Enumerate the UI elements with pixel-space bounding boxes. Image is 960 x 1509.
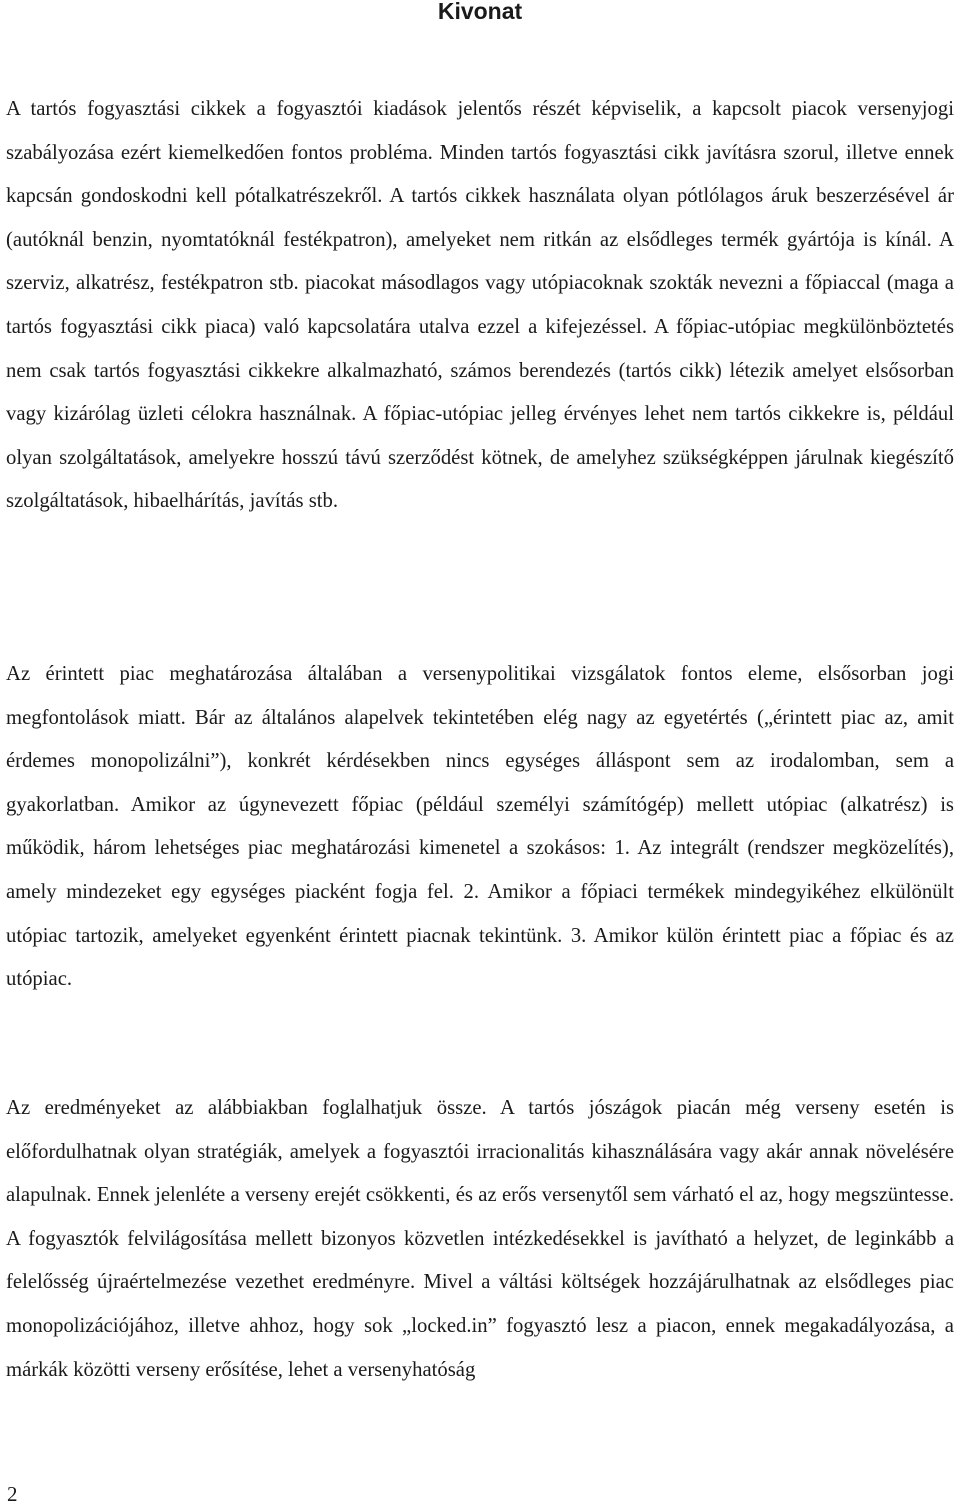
paragraph-2: Az érintett piac meghatározása általában a versenypolitikai vizsgálatok fontos eleme, elsősorban jogi megfontolások miatt. Bár az általános alapelvek tekintetében elég nagy az egyetértés („érintett piac az, amit érdemes monopolizálni”), konkrét kérdésekben nincs egységes álláspont sem az irodalomban, sem a gyakorlatban. Amikor az úgynevezett főpiac (például személyi számítógép) mellett utópiac (alkatrész) is működik, három lehetséges piac meghatározási kimenetel a szokásos: 1. Az integrált (rendszer megközelítés), amely mindezeket egy egységes piacként fogja fel. 2. Amikor a főpiaci termékek mindegyikéhez elkülönült utópiac tartozik, amelyeket egyenként érintett piacnak tekintünk. 3. Amikor külön érintett piac a főpiac és az utópiac. <box>6 663 954 991</box>
page-title: Kivonat <box>437 0 523 24</box>
paragraph-3: Az eredményeket az alábbiakban foglalhatjuk össze. A tartós jószágok piacán még verseny esetén is előfordulhatnak olyan stratégiák, amelyek a fogyasztói irracionalitás kihasználására vagy akár annak növelésére alapulnak. Ennek jelenléte a verseny erejét csökkenti, és az erős versenytől sem várható el az, hogy megszüntesse. A fogyasztók felvilágosítása mellett bizonyos közvetlen intézkedésekkel is javítható a helyzet, de leginkább a felelősség újraértelmezése vezethet eredményre. Mivel a váltási költségek hozzájárulhatnak az elsődleges piac monopolizációjához, illetve ahhoz, hogy sok „locked.in” fogyasztó lesz a piacon, ennek megakadályozása, a márkák közötti verseny erősítése, lehet a versenyhatóság <box>6 1097 954 1381</box>
paragraph-1: A tartós fogyasztási cikkek a fogyasztói kiadások jelentős részét képviselik, a kapcsolt piacok versenyjogi szabályozása ezért kiemelkedően fontos probléma. Minden tartós fogyasztási cikk javításra szorul, illetve ennek kapcsán gondoskodni kell pótalkatrészekről. A tartós cikkek használata olyan pótlólagos áruk beszerzésével ár (autóknál benzin, nyomtatóknál festékpatron), amelyeket nem ritkán az elsődleges termék gyártója is kínál. A szerviz, alkatrész, festékpatron stb. piacokat másodlagos vagy utópiacoknak szokták nevezni a főpiaccal (maga a tartós fogyasztási cikk piaca) való kapcsolatára utalva ezzel a kifejezéssel. A főpiac-utópiac megkülönböztetés nem csak tartós fogyasztási cikkekre alkalmazható, számos berendezés (tartós cikk) létezik amelyet elsősorban vagy kizárólag üzleti célokra használnak. A főpiac-utópiac jelleg érvényes lehet nem tartós cikkekre is, például olyan szolgáltatások, amelyekre hosszú távú szerződést kötnek, de amelyhez szükségképpen járulnak kiegészítő szolgáltatások, hibaelhárítás, javítás stb. <box>6 98 954 513</box>
page-number: 2 <box>7 1482 18 1506</box>
